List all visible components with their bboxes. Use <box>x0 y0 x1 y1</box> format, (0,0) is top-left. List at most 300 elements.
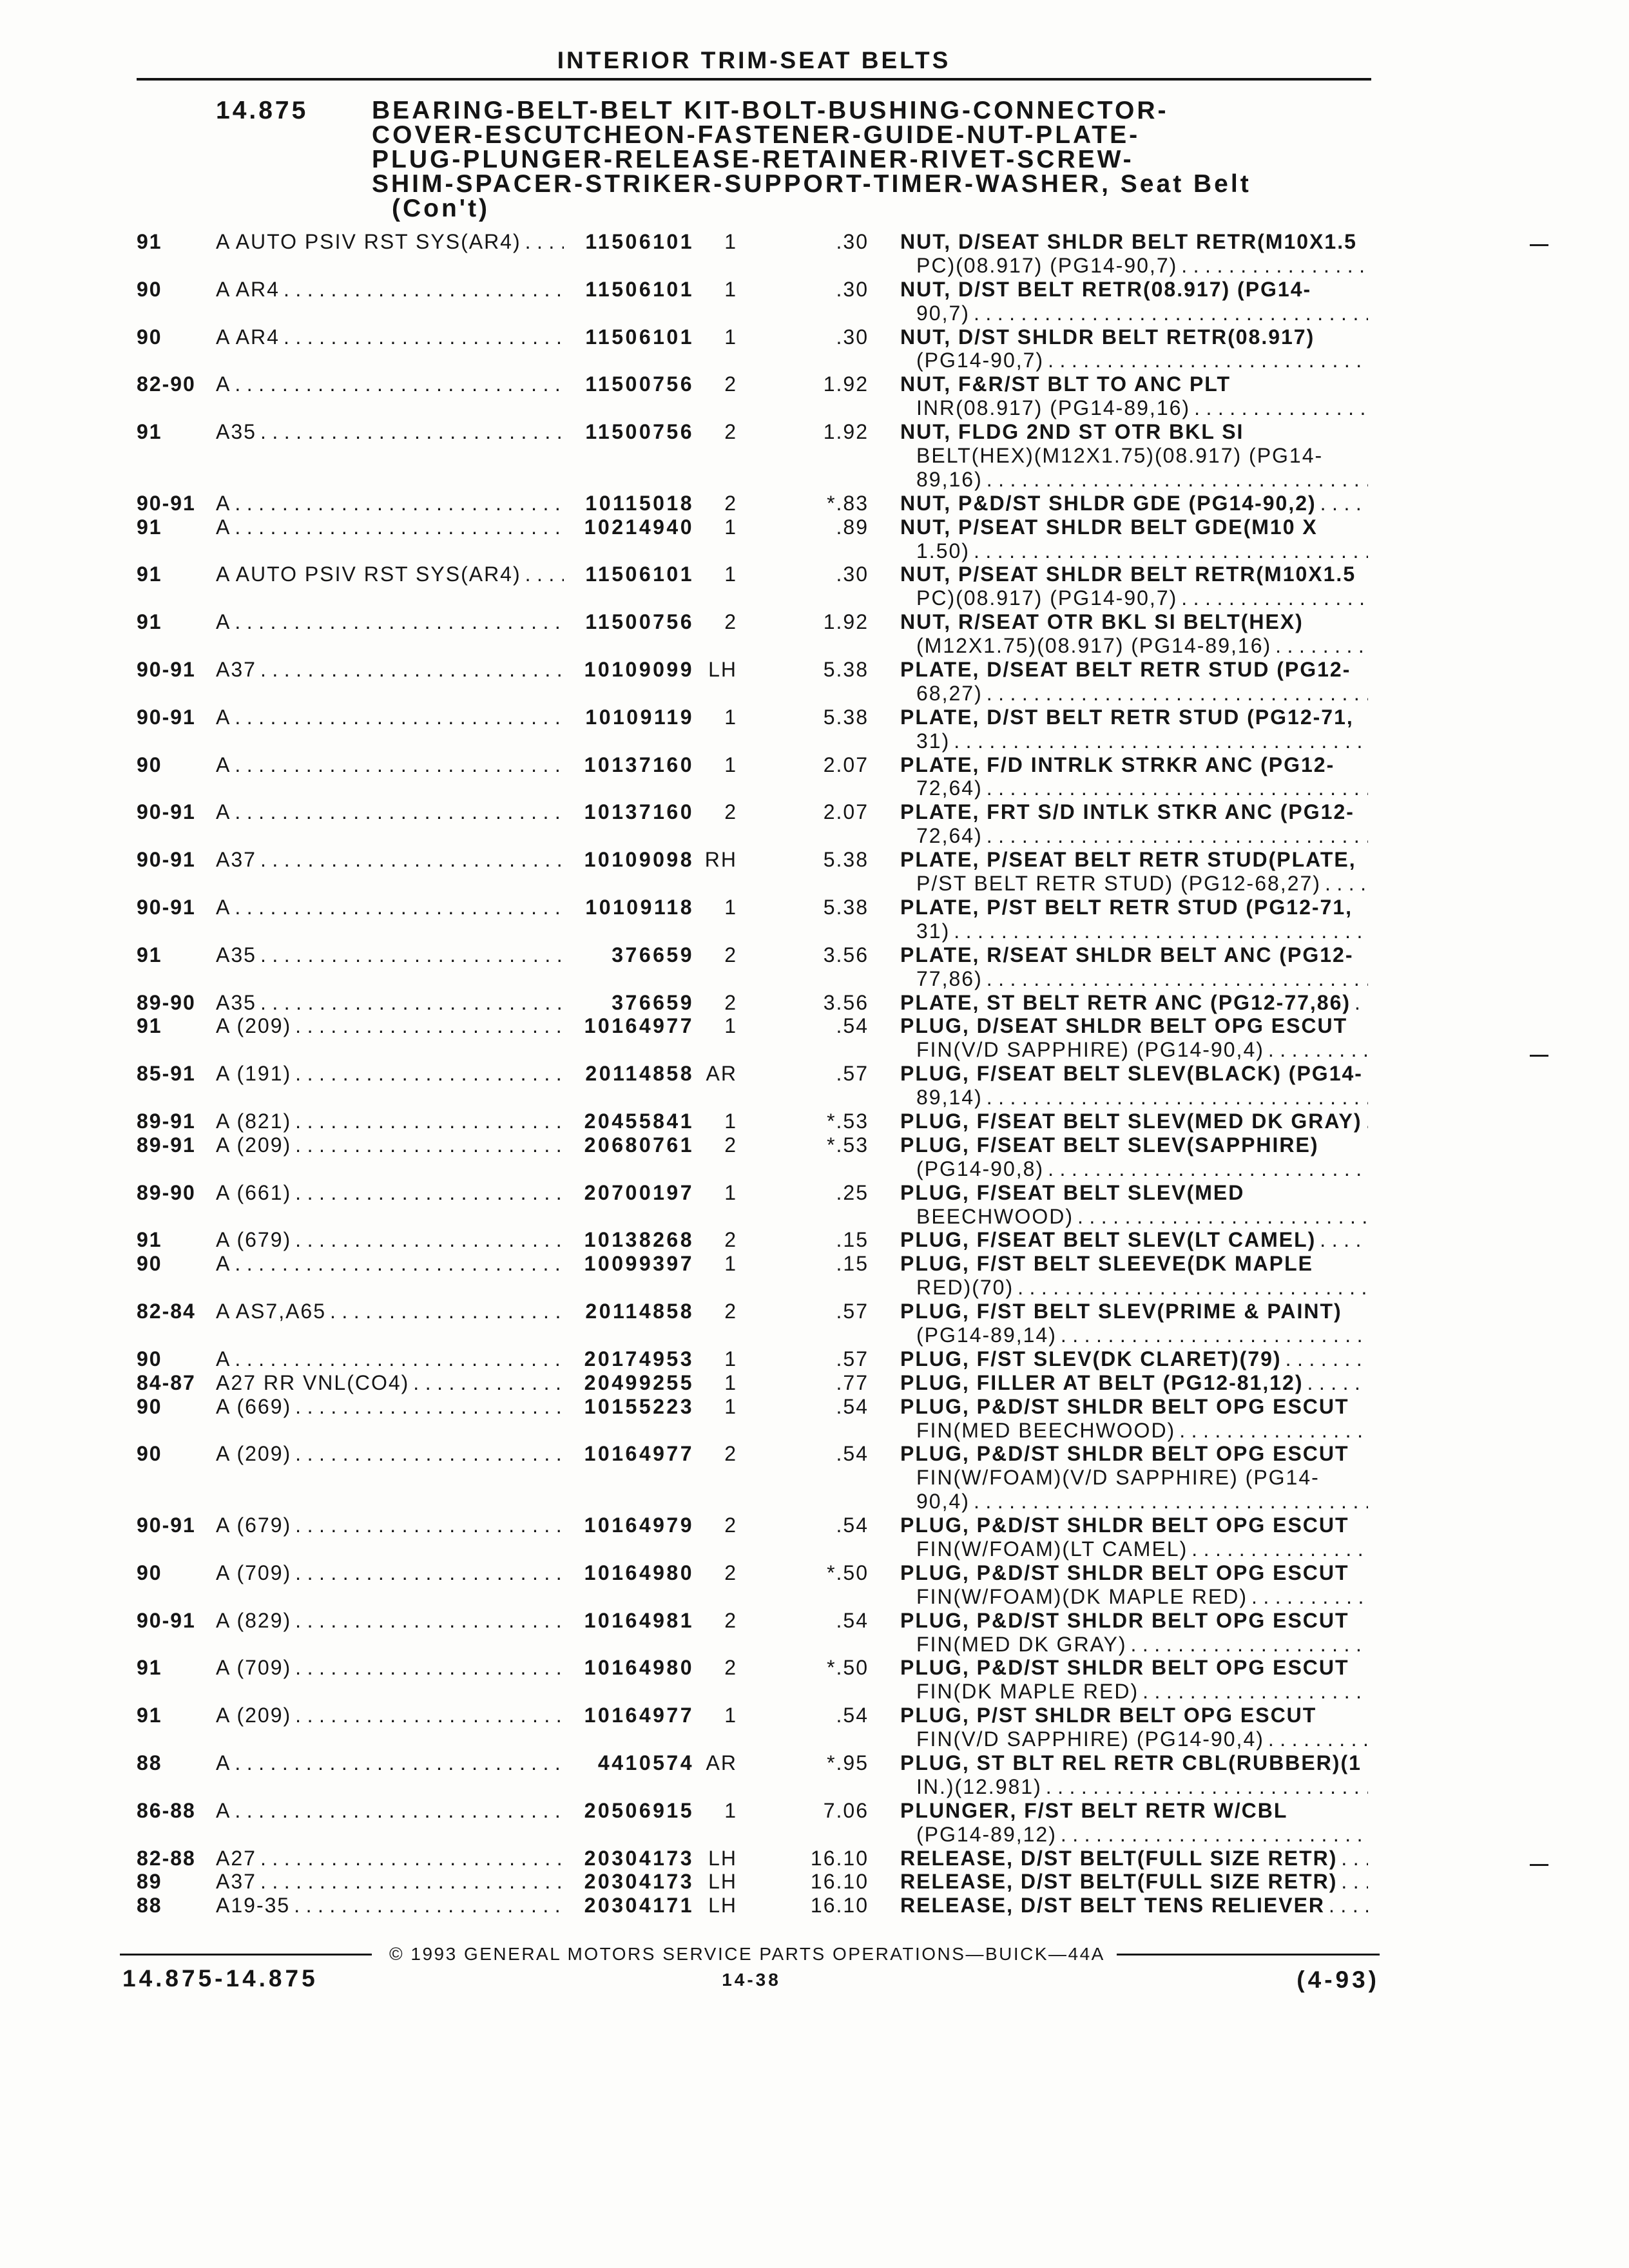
model-year: 90-91 <box>137 895 196 919</box>
description-line <box>900 1157 1368 1181</box>
dot-leader <box>1366 1110 1368 1133</box>
model-application <box>216 562 564 586</box>
price: .89 <box>836 515 869 539</box>
description-text: 68,27) <box>916 681 983 705</box>
model-year: 89-90 <box>137 990 196 1014</box>
model-year: 90-91 <box>137 1514 196 1537</box>
model-code: A (829) <box>216 1608 292 1632</box>
description <box>900 230 1368 278</box>
description <box>900 1181 1368 1229</box>
price: .54 <box>836 1608 869 1632</box>
description-text: (PG14-90,7) <box>916 349 1045 372</box>
part-number: 376659 <box>612 990 694 1014</box>
description-text: BELT(HEX)(M12X1.75)(08.917) (PG14- <box>916 444 1324 468</box>
model-application <box>216 1300 564 1323</box>
part-row <box>137 1395 1368 1443</box>
dot-leader <box>284 325 564 349</box>
model-code: A (709) <box>216 1561 292 1584</box>
model-application <box>216 1133 564 1157</box>
quantity: 2 <box>724 491 737 515</box>
description-line <box>900 919 1368 943</box>
quantity: 1 <box>724 325 737 349</box>
description-text: IN.)(12.981) <box>916 1774 1042 1798</box>
section-title <box>372 99 1251 221</box>
model-year: 91 <box>137 420 162 444</box>
margin-tick-mark <box>1530 1864 1548 1866</box>
description-line <box>900 1252 1368 1276</box>
dot-leader <box>1061 1823 1368 1847</box>
part-row <box>137 1656 1368 1704</box>
dot-leader <box>295 1442 564 1466</box>
dot-leader <box>987 468 1368 492</box>
description-line <box>900 1205 1368 1229</box>
dot-leader <box>954 729 1368 753</box>
model-application <box>216 278 564 302</box>
dot-leader <box>1191 1537 1368 1561</box>
model-year: 90 <box>137 1252 162 1276</box>
price: .30 <box>836 325 869 349</box>
quantity: 2 <box>724 1608 737 1632</box>
part-number: 11500756 <box>585 420 694 444</box>
description-text: 89,16) <box>916 467 983 491</box>
description-line <box>900 1086 1368 1110</box>
quantity: 1 <box>724 1394 737 1418</box>
description-text: NUT, D/SEAT SHLDR BELT RETR(M10X1.5 <box>900 230 1357 253</box>
model-year: 89-91 <box>137 1109 196 1133</box>
quantity: 1 <box>724 753 737 776</box>
description-text: FIN(W/FOAM)(DK MAPLE RED) <box>916 1584 1248 1608</box>
description-text: PLUG, P/ST SHLDR BELT OPG ESCUT <box>900 1704 1317 1727</box>
model-code: A <box>216 491 231 515</box>
part-row <box>137 1181 1368 1229</box>
description-line <box>900 943 1368 967</box>
quantity: 2 <box>724 1514 737 1537</box>
model-year: 90-91 <box>137 705 196 729</box>
price: 5.38 <box>823 705 869 729</box>
model-application <box>216 943 564 967</box>
part-number: 20304173 <box>584 1846 694 1870</box>
model-code: A37 <box>216 848 256 872</box>
quantity: 1 <box>724 1109 737 1133</box>
description-line <box>900 776 1368 800</box>
description-text: (PG14-90,8) <box>916 1157 1045 1180</box>
description-line <box>900 1775 1368 1799</box>
model-application <box>216 1561 564 1585</box>
dot-leader <box>295 1514 564 1537</box>
description <box>900 420 1368 492</box>
description <box>900 991 1368 1015</box>
part-number: 4410574 <box>597 1751 694 1774</box>
description-line <box>900 991 1368 1015</box>
part-row <box>137 372 1368 420</box>
description-text: FIN(MED BEECHWOOD) <box>916 1418 1176 1442</box>
price: 5.38 <box>823 658 869 682</box>
description-text: PLATE, P/ST BELT RETR STUD (PG12-71, <box>900 895 1353 919</box>
description-text: 72,64) <box>916 776 983 800</box>
dot-leader <box>235 800 564 824</box>
price: 1.92 <box>823 420 869 444</box>
description-line <box>900 1823 1368 1847</box>
part-row <box>137 610 1368 658</box>
description <box>900 515 1368 563</box>
dot-leader <box>1354 991 1368 1015</box>
price: 1.92 <box>823 610 869 634</box>
part-number: 11506101 <box>585 277 694 301</box>
description-line <box>900 468 1368 492</box>
description-line <box>900 1609 1368 1633</box>
dot-leader <box>235 515 564 539</box>
part-number: 20304171 <box>584 1894 694 1917</box>
dot-leader <box>525 230 564 254</box>
price: .77 <box>836 1370 869 1394</box>
description-text: 1.50) <box>916 539 970 562</box>
description-text: RED)(70) <box>916 1276 1014 1300</box>
quantity: 1 <box>724 515 737 539</box>
description-line <box>900 1799 1368 1823</box>
description <box>900 278 1368 325</box>
price: 2.07 <box>823 753 869 776</box>
footer-rule-left <box>120 1954 372 1956</box>
dot-leader <box>260 848 564 872</box>
description-text: PLUG, F/SEAT BELT SLEV(SAPPHIRE) <box>900 1133 1319 1157</box>
model-application <box>216 230 564 254</box>
part-number: 11506101 <box>585 325 694 349</box>
dot-leader <box>987 776 1368 800</box>
quantity: 2 <box>724 610 737 634</box>
part-row <box>137 1704 1368 1751</box>
model-year: 86-88 <box>137 1798 196 1822</box>
price: 1.92 <box>823 372 869 396</box>
model-code: A (669) <box>216 1394 292 1418</box>
dot-leader <box>235 896 564 919</box>
price: .30 <box>836 277 869 301</box>
quantity: 1 <box>724 1347 737 1370</box>
model-application <box>216 1751 564 1775</box>
description-text: PC)(08.917) (PG14-90,7) <box>916 586 1178 610</box>
model-application <box>216 1347 564 1371</box>
description-text: FIN(V/D SAPPHIRE) (PG14-90,4) <box>916 1038 1264 1062</box>
model-code: A (209) <box>216 1704 292 1727</box>
dot-leader <box>987 967 1368 991</box>
description-text: (PG14-89,14) <box>916 1323 1057 1347</box>
margin-tick-mark <box>1530 1055 1548 1057</box>
description-text: PLUG, ST BLT REL RETR CBL(RUBBER)(1 <box>900 1751 1362 1774</box>
quantity: AR <box>706 1751 737 1774</box>
description-text: PLATE, R/SEAT SHLDR BELT ANC (PG12- <box>900 943 1354 966</box>
model-year: 82-90 <box>137 372 196 396</box>
part-row <box>137 1799 1368 1847</box>
price: *.53 <box>827 1109 869 1133</box>
description-line <box>900 1395 1368 1419</box>
description-line <box>900 1371 1368 1395</box>
model-code: A <box>216 1252 231 1276</box>
description-text: RELEASE, D/ST BELT TENS RELIEVER <box>900 1894 1325 1917</box>
part-row <box>137 1347 1368 1371</box>
description-line <box>900 1514 1368 1537</box>
part-number: 11506101 <box>585 562 694 586</box>
description <box>900 1228 1368 1252</box>
dot-leader <box>1048 349 1368 372</box>
description-text: 89,14) <box>916 1086 983 1110</box>
dot-leader <box>1325 872 1368 896</box>
part-row <box>137 1062 1368 1110</box>
dot-leader <box>295 1110 564 1133</box>
description-line <box>900 562 1368 586</box>
description-line <box>900 302 1368 325</box>
model-code: A <box>216 515 231 539</box>
quantity: 2 <box>724 1561 737 1584</box>
model-application <box>216 1514 564 1537</box>
description-line <box>900 325 1368 349</box>
description <box>900 610 1368 658</box>
part-number: 10099397 <box>584 1252 694 1276</box>
description-text: PLUG, FILLER AT BELT (PG12-81,12) <box>900 1370 1304 1394</box>
part-number: 20174953 <box>584 1347 694 1370</box>
dot-leader <box>1329 1894 1368 1917</box>
description-text: P/ST BELT RETR STUD) (PG12-68,27) <box>916 872 1321 896</box>
part-row <box>137 515 1368 563</box>
description-text: NUT, P/SEAT SHLDR BELT GDE(M10 X <box>900 515 1318 539</box>
model-application <box>216 1395 564 1419</box>
description <box>900 492 1368 515</box>
part-number: 10155223 <box>584 1394 694 1418</box>
quantity: 1 <box>724 1704 737 1727</box>
description-text: 31) <box>916 919 950 943</box>
description-line <box>900 1585 1368 1609</box>
description-line <box>900 1751 1368 1775</box>
part-row <box>137 562 1368 610</box>
header-rule <box>137 78 1371 81</box>
description <box>900 1110 1368 1133</box>
description <box>900 1014 1368 1062</box>
part-number: 20455841 <box>584 1109 694 1133</box>
quantity: 1 <box>724 1180 737 1204</box>
section-title-line: BEARING-BELT-BELT KIT-BOLT-BUSHING-CONNECTOR- <box>372 97 1169 124</box>
part-row <box>137 658 1368 706</box>
part-row <box>137 420 1368 492</box>
model-year: 90-91 <box>137 658 196 682</box>
dot-leader <box>413 1371 564 1395</box>
description <box>900 1561 1368 1609</box>
description-line <box>900 278 1368 302</box>
model-year: 88 <box>137 1751 162 1774</box>
model-application <box>216 1704 564 1727</box>
part-row <box>137 1371 1368 1395</box>
description-line <box>900 1633 1368 1657</box>
description-line <box>900 1680 1368 1704</box>
price: .54 <box>836 1442 869 1466</box>
part-row <box>137 1894 1368 1917</box>
description-text: FIN(V/D SAPPHIRE) (PG14-90,4) <box>916 1727 1264 1751</box>
model-code: A <box>216 705 231 729</box>
page-number: 14-38 <box>722 1970 781 1990</box>
model-application <box>216 1228 564 1252</box>
price: 7.06 <box>823 1798 869 1822</box>
description-line <box>900 1038 1368 1062</box>
description <box>900 562 1368 610</box>
price: 3.56 <box>823 990 869 1014</box>
description-line <box>900 1014 1368 1038</box>
model-application <box>216 492 564 515</box>
model-year: 89-91 <box>137 1133 196 1157</box>
part-number: 10138268 <box>584 1228 694 1252</box>
model-application <box>216 515 564 539</box>
dot-leader <box>1017 1276 1368 1300</box>
part-row <box>137 753 1368 801</box>
dot-leader <box>235 1252 564 1276</box>
description-text: PLUG, P&D/ST SHLDR BELT OPG ESCUT <box>900 1608 1349 1632</box>
section-title-line: COVER-ESCUTCHEON-FASTENER-GUIDE-NUT-PLATE- <box>372 121 1141 149</box>
model-application <box>216 372 564 396</box>
price: *.50 <box>827 1656 869 1680</box>
part-number: 20114858 <box>585 1300 694 1323</box>
description-text: PLUG, F/SEAT BELT SLEV(LT CAMEL) <box>900 1228 1316 1252</box>
dot-leader <box>295 1395 564 1419</box>
description-line <box>900 610 1368 634</box>
description-text: RELEASE, D/ST BELT(FULL SIZE RETR) <box>900 1870 1338 1894</box>
model-code: A (209) <box>216 1014 292 1038</box>
quantity: 2 <box>724 372 737 396</box>
model-code: A37 <box>216 1870 256 1894</box>
part-row <box>137 1133 1368 1181</box>
dot-leader <box>260 420 564 444</box>
margin-tick-mark <box>1530 244 1548 246</box>
dot-leader <box>330 1300 564 1323</box>
model-year: 85-91 <box>137 1062 196 1086</box>
price: 2.07 <box>823 800 869 824</box>
quantity: 2 <box>724 800 737 824</box>
model-application <box>216 753 564 777</box>
description <box>900 1847 1368 1870</box>
price: .54 <box>836 1514 869 1537</box>
dot-leader <box>235 610 564 634</box>
description-text: NUT, F&R/ST BLT TO ANC PLT <box>900 372 1231 396</box>
description <box>900 1133 1368 1181</box>
dot-leader <box>974 302 1368 325</box>
model-year: 91 <box>137 515 162 539</box>
model-year: 88 <box>137 1894 162 1917</box>
model-year: 90-91 <box>137 1608 196 1632</box>
quantity: 1 <box>724 1798 737 1822</box>
model-code: A35 <box>216 420 256 444</box>
price: 16.10 <box>810 1846 869 1870</box>
price: .54 <box>836 1394 869 1418</box>
part-number: 20499255 <box>584 1370 694 1394</box>
footer-copyright-band <box>120 1943 1380 1965</box>
description-text: NUT, P&D/ST SHLDR GDE (PG14-90,2) <box>900 491 1316 515</box>
part-number: 10164977 <box>584 1014 694 1038</box>
model-code: A <box>216 372 231 396</box>
description-text: PLUG, P&D/ST SHLDR BELT OPG ESCUT <box>900 1442 1349 1466</box>
description-line <box>900 1894 1368 1917</box>
model-code: A27 RR VNL(CO4) <box>216 1370 410 1394</box>
description-text: FIN(DK MAPLE RED) <box>916 1680 1139 1704</box>
model-year: 82-84 <box>137 1300 196 1323</box>
part-number: 10115018 <box>585 491 694 515</box>
model-code: A (209) <box>216 1442 292 1466</box>
description-line <box>900 1228 1368 1252</box>
description-text: PLUG, F/ST BELT SLEV(PRIME & PAINT) <box>900 1300 1342 1323</box>
model-application <box>216 1110 564 1133</box>
part-number: 20114858 <box>585 1062 694 1086</box>
description-line <box>900 1870 1368 1894</box>
description-text: FIN(W/FOAM)(V/D SAPPHIRE) (PG14- <box>916 1466 1320 1490</box>
part-number: 11506101 <box>585 230 694 253</box>
dot-leader <box>1251 1585 1368 1609</box>
model-application <box>216 1371 564 1395</box>
part-number: 10164980 <box>584 1656 694 1680</box>
description-line <box>900 372 1368 396</box>
dot-leader <box>1286 1347 1368 1371</box>
description <box>900 1300 1368 1347</box>
model-year: 91 <box>137 1014 162 1038</box>
price: .15 <box>836 1228 869 1252</box>
description-line <box>900 254 1368 278</box>
quantity: 1 <box>724 562 737 586</box>
model-code: A <box>216 895 231 919</box>
description <box>900 1252 1368 1300</box>
description-line <box>900 634 1368 658</box>
price: .30 <box>836 230 869 253</box>
model-year: 90 <box>137 1442 162 1466</box>
model-application <box>216 1442 564 1466</box>
model-code: A (679) <box>216 1228 292 1252</box>
quantity: 2 <box>724 1228 737 1252</box>
price: .57 <box>836 1347 869 1370</box>
footer-group-range: 14.875-14.875 <box>122 1965 318 1992</box>
dot-leader <box>260 658 564 682</box>
description-line <box>900 1442 1368 1466</box>
description-text: PLUG, P&D/ST SHLDR BELT OPG ESCUT <box>900 1561 1349 1584</box>
description-text: PLATE, F/D INTRLK STRKR ANC (PG12- <box>900 753 1335 776</box>
description <box>900 1442 1368 1514</box>
description <box>900 1894 1368 1917</box>
part-row <box>137 1252 1368 1300</box>
part-row <box>137 1228 1368 1252</box>
description-line <box>900 1110 1368 1133</box>
price: *.83 <box>827 491 869 515</box>
quantity: 2 <box>724 990 737 1014</box>
description-line <box>900 1133 1368 1157</box>
dot-leader <box>295 1062 564 1086</box>
dot-leader <box>1048 1157 1368 1181</box>
description-text: FIN(MED DK GRAY) <box>916 1632 1127 1656</box>
model-application <box>216 1609 564 1633</box>
description-line <box>900 1347 1368 1371</box>
price: .54 <box>836 1704 869 1727</box>
model-year: 90-91 <box>137 848 196 872</box>
dot-leader <box>974 1490 1368 1514</box>
description-line <box>900 515 1368 539</box>
description <box>900 1870 1368 1894</box>
part-row <box>137 325 1368 373</box>
dot-leader <box>1046 1775 1368 1799</box>
quantity: 1 <box>724 277 737 301</box>
part-row <box>137 1300 1368 1347</box>
quantity: 1 <box>724 230 737 253</box>
part-number: 10109099 <box>584 658 694 682</box>
dot-leader <box>295 1609 564 1633</box>
description-text: PLUG, F/ST BELT SLEEVE(DK MAPLE <box>900 1252 1313 1276</box>
dot-leader <box>1275 634 1368 658</box>
dot-leader <box>235 492 564 515</box>
price: .54 <box>836 1014 869 1038</box>
description-line <box>900 1300 1368 1323</box>
description <box>900 753 1368 801</box>
quantity: LH <box>708 658 737 682</box>
description-text: INR(08.917) (PG14-89,16) <box>916 396 1191 420</box>
section-title-line: SHIM-SPACER-STRIKER-SUPPORT-TIMER-WASHER, Seat Belt <box>372 170 1251 198</box>
